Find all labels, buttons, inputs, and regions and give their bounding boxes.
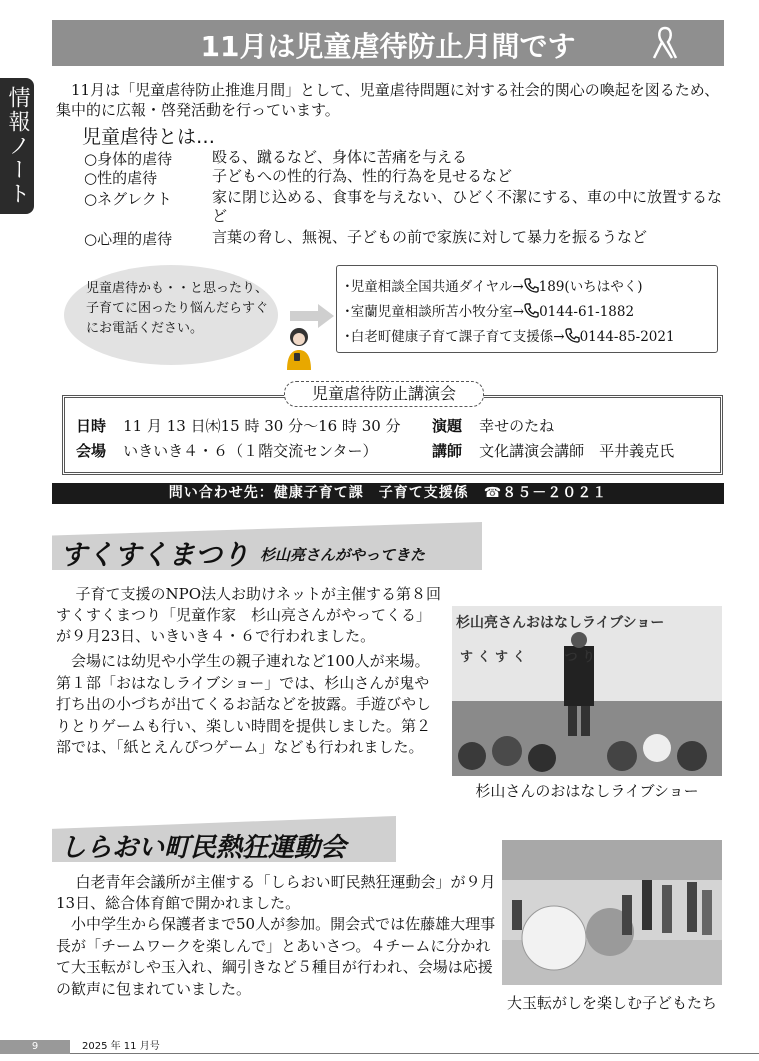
contact-label: ･室蘭児童相談所苫小牧分室→ (344, 304, 525, 320)
sukusuku-para-2: 会場には幼児や小学生の親子連れなど100人が来場。第１部「おはなしライブショー」では、杉山さんが鬼や打ち出の小づちが出てくるお話などを披露。手遊びやしりとりゲームも行い、楽しい時間を提供しました。第２部では、「紙とえんぴつゲーム」なども行われました。 (56, 652, 432, 756)
photo-banner-text: 杉山亮さんおはなしライブショー (456, 615, 665, 631)
lecture-speaker-row (432, 440, 674, 461)
contact-number[interactable]: 0144-61-1882 (539, 304, 635, 320)
contact-number[interactable]: 0144-85-2021 (579, 329, 675, 345)
definition-desc: 家に閉じ込める、食事を与えない、ひどく不潔にする、車の中に放置するなど (212, 188, 723, 225)
issue-label: 2025 年 11 月号 (82, 1041, 160, 1052)
undoukai-photo (502, 840, 722, 985)
photo-banner-text-2: す く す く つ り (460, 650, 596, 665)
contact-number[interactable]: 189(いちはやく) (538, 279, 643, 295)
phone-icon (565, 328, 580, 343)
section-tab-label: 情報ノート (5, 86, 30, 206)
definition-desc: 子どもへの性的行為、性的行為を見せるなど (212, 167, 513, 185)
definition-term: ○心理的虐待 (84, 230, 173, 248)
contact-line (344, 325, 675, 345)
lecture-venue: いきいき４・６（１階交流センター） (123, 442, 378, 460)
title-banner (52, 20, 724, 66)
lecture-theme-label: 演題 (432, 417, 463, 435)
phone-icon (524, 278, 539, 293)
definition-desc: 言葉の脅し、無視、子どもの前で家族に対して暴力を振るうなど (212, 228, 648, 246)
arrow-right-icon (290, 304, 334, 328)
ball-rolling-photo (502, 840, 722, 985)
page-title: 11月は児童虐待防止月間です (200, 30, 576, 63)
lecture-speaker: 文化講演会講師 平井義克氏 (479, 442, 675, 460)
lecture-title: 児童虐待防止講演会 (284, 381, 484, 407)
sukusuku-subtitle: 杉山亮さんがやってきた (260, 546, 426, 564)
lecture-speaker-label: 講師 (432, 442, 463, 460)
contact-line (344, 300, 634, 320)
contact-label: ･児童相談全国共通ダイヤル→ (344, 279, 524, 295)
inquiry-bar: 問い合わせ先：健康子育て課 子育て支援係 ☎８５－２０２１ (52, 483, 724, 504)
lecture-date-row (76, 415, 401, 436)
sukusuku-title: すくすくまつり (60, 540, 249, 571)
contact-label: ･白老町健康子育て課子育て支援係→ (344, 329, 565, 345)
section-tab (0, 78, 34, 214)
speech-bubble-text: 児童虐待かも・・と思ったり、子育てに困ったり悩んだらすぐにお電話ください。 (86, 281, 269, 336)
undoukai-para-1: 白老青年会議所が主催する「しらおい町民熱狂運動会」が９月13日、総合体育館で開かれました。 (56, 873, 496, 912)
definition-term: ○身体的虐待 (84, 150, 173, 168)
definition-desc: 殴る、蹴るなど、身体に苦痛を与える (212, 148, 468, 166)
definition-term: ○性的虐待 (84, 169, 158, 187)
lecture-theme-row (432, 415, 554, 436)
lecture-date-label: 日時 (76, 417, 107, 435)
definition-heading: 児童虐待とは… (82, 126, 216, 148)
lecture-venue-row (76, 440, 378, 461)
page-number: 9 (0, 1040, 70, 1054)
undoukai-caption: 大玉転がしを楽しむ子どもたち (506, 994, 717, 1012)
lecture-theme: 幸せのたね (479, 417, 555, 435)
lecture-venue-label: 会場 (76, 442, 107, 460)
lecture-date: 11 月 13 日㈭15 時 30 分～16 時 30 分 (123, 417, 401, 435)
sukusuku-photo (452, 606, 722, 776)
footer-rule (70, 1053, 759, 1054)
definition-term: ○ネグレクト (84, 190, 172, 208)
phone-icon (524, 303, 539, 318)
awareness-ribbon-icon (650, 25, 680, 61)
undoukai-para-2: 小中学生から保護者まで50人が参加。開会式では佐藤雄大理事長が「チームワークを楽しんで」とあいさつ。４チームに分かれて大玉転がしや玉入れ、綱引きなど５種目が行われ、会場は応援の歓声に包まれていました。 (56, 915, 496, 998)
worried-parent-icon (282, 326, 316, 370)
undoukai-title: しらおい町民熱狂運動会 (60, 833, 347, 863)
contact-line (344, 275, 642, 295)
sukusuku-caption: 杉山さんのおはなしライブショー (475, 782, 699, 800)
intro-text: 11月は「児童虐待防止推進月間」として、児童虐待問題に対する社会的関心の喚起を図るため、集中的に広報・啓発活動を行っています。 (56, 81, 720, 119)
sukusuku-para-1: 子育て支援のNPO法人お助けネットが主催する第８回すくすくまつり「児童作家 杉山亮さんがやってくる」が９月23日、いきいき４・６で行われました。 (56, 585, 442, 645)
